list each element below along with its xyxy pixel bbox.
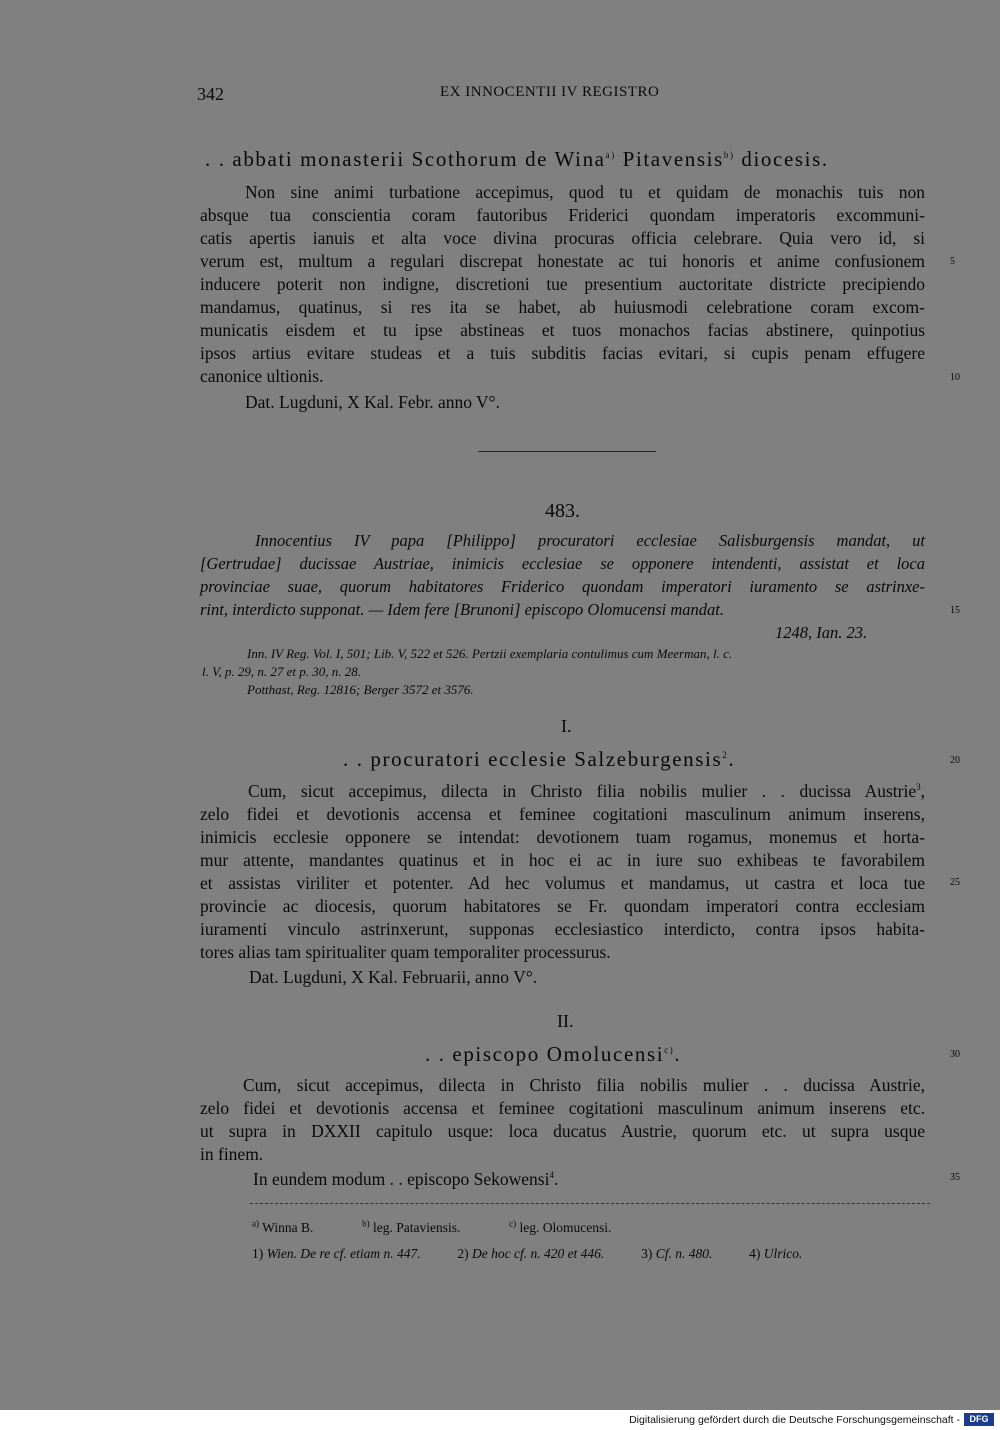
funding-footer [0, 1410, 1000, 1430]
text-line: zelo fidei et devotionis accensa et feminee cogitationi masculinum animum inserens etc. [200, 1098, 925, 1118]
part-number: II. [557, 1011, 574, 1031]
text-line: mandamus, quatinus, si res ita se habet, ab huiusmodi celebratione coram excom- [200, 297, 925, 317]
letter-heading-procuratori: . . procuratori ecclesie Salzeburgensis$^2$. [343, 747, 736, 771]
entry-number: 483. [545, 500, 580, 522]
text-line: municatis eisdem et tu ipse abstineas et tuos monachos facias abstinere, quinpotius [200, 320, 925, 340]
line-number: 20 [950, 755, 960, 766]
regest-line: provinciae suae, quorum habitatores Friderico quondam imperatori iuramento se astrinxe- [200, 577, 925, 596]
text-line: ut supra in DXXII capitulo usque: loca ducatus Austrie, quorum etc. ut supra usque [200, 1121, 925, 1141]
dating-clause: Dat. Lugduni, X Kal. Febr. anno V°. [245, 392, 501, 412]
part-number: I. [561, 716, 572, 736]
text-line: zelo fidei et devotionis accensa et feminee cogitationi masculinum animum inserens, [200, 804, 925, 824]
footnotes-textual [252, 1220, 611, 1236]
line-number: 10 [950, 372, 960, 383]
footnote: $^{a)}$ Winna B. [252, 1218, 314, 1235]
ref-line: Potthast, Reg. 12816; Berger 3572 et 3576. [247, 682, 474, 697]
text-line: et assistas viriliter et potenter. Ad hec volumus et mandamus, ut castra et loca tue [200, 873, 925, 893]
footnote: 2) De hoc cf. n. 420 et 446. [457, 1246, 605, 1261]
line-number: 35 [950, 1172, 960, 1183]
footnote-divider [250, 1203, 930, 1204]
text-line: Non sine animi turbatione accepimus, quod tu et quidam de monachis tuis non [245, 182, 925, 202]
text-line: inimicis ecclesie opponere se intendat: devotionem tuam rogamus, monemus et horta- [200, 827, 925, 847]
footnote: $^{b)}$ leg. Pataviensis. [362, 1218, 461, 1235]
regest-line: rint, interdicto supponat. — Idem fere [Brunoni] episcopo Olomucensi mandat. [200, 600, 724, 619]
page-number: 342 [197, 84, 224, 104]
letter-body-abbati [200, 181, 925, 388]
text-line: in finem. [200, 1144, 264, 1164]
dating-clause: Dat. Lugduni, X Kal. Februarii, anno V°. [249, 967, 538, 987]
footnote: 1) Wien. De re cf. etiam n. 447. [252, 1246, 421, 1261]
footnote: 4) Ulrico. [749, 1246, 803, 1261]
entry-date: 1248, Ian. 23. [775, 623, 868, 642]
text-line: iuramenti vinculo astrinxerunt, supponas ecclesiastico interdicto, contra ipsos habita- [200, 919, 925, 939]
regest-line: [Gertrudae] ducissae Austriae, inimicis ecclesiae se opponere intendenti, assistat et loca [200, 554, 925, 573]
section-divider [478, 451, 656, 452]
regest-line: Innocentius IV papa [Philippo] procuratori ecclesiae Salisburgensis mandat, ut [255, 531, 925, 550]
footnote: $^{c)}$ leg. Olomucensi. [509, 1218, 612, 1235]
dfg-logo: DFG [964, 1413, 994, 1426]
text-line: inducere poterit non indigne, discretioni tue presentium auctoritate districte precipiendo [200, 274, 925, 294]
line-number: 15 [950, 605, 960, 616]
ref-line: l. V, p. 29, n. 27 et p. 30, n. 28. [202, 664, 362, 679]
footer-text: Digitalisierung gefördert durch die Deutsche Forschungsgemeinschaft - [629, 1414, 960, 1426]
footnotes-explanatory [252, 1246, 802, 1262]
closing-note: In eundem modum . . episcopo Sekowensi$^4$. [253, 1169, 559, 1189]
text-line: ipsos artius evitare studeas et a tuis subditis facias evitari, si cupis penam effugere [200, 343, 925, 363]
ref-line: Inn. IV Reg. Vol. I, 501; Lib. V, 522 et 526. Pertzii exemplaria contulimus cum Meerman, l. c. [247, 646, 733, 661]
text-line: provincie ac diocesis, quorum habitatores se Fr. quondam imperatori contra ecclesiam [200, 896, 925, 916]
text-line: Cum, sicut accepimus, dilecta in Christo filia nobilis mulier . . ducissa Austrie, [243, 1075, 925, 1095]
text-line: absque tua conscientia coram fautoribus Friderici quondam imperatoris excommuni- [200, 205, 925, 225]
running-head: EX INNOCENTII IV REGISTRO [440, 84, 660, 100]
text-line: mur attente, mandantes quatinus et in hoc ei ac in iure suo exhibeas te favorabilem [200, 850, 925, 870]
footnote: 3) Cf. n. 480. [641, 1246, 713, 1261]
letter-heading-abbati: . . abbati monasterii Scothorum de Wina$^{a)}$ Pitavensis$^{b)}$ diocesis. [205, 147, 829, 171]
source-references [202, 645, 732, 699]
regest [200, 529, 925, 621]
text-line: canonice ultionis. [200, 366, 324, 386]
line-number: 5 [950, 256, 955, 267]
letter-body-procuratori [200, 780, 925, 964]
text-line: tores alias tam spiritualiter quam temporaliter processurus. [200, 942, 611, 962]
letter-body-episcopo [200, 1074, 925, 1166]
text-line: Cum, sicut accepimus, dilecta in Christo filia nobilis mulier . . ducissa Austrie$^3$, [248, 781, 925, 801]
line-number: 25 [950, 877, 960, 888]
line-number: 30 [950, 1049, 960, 1060]
text-line: verum est, multum a regulari discrepat honestate ac tui honoris et anime confusionem [200, 251, 925, 271]
letter-heading-episcopo: . . episcopo Omolucensi$^{c)}$. [425, 1042, 682, 1066]
text-line: catis apertis ianuis et alta voce divina procuras officia celebrare. Quia vero id, si [200, 228, 925, 248]
